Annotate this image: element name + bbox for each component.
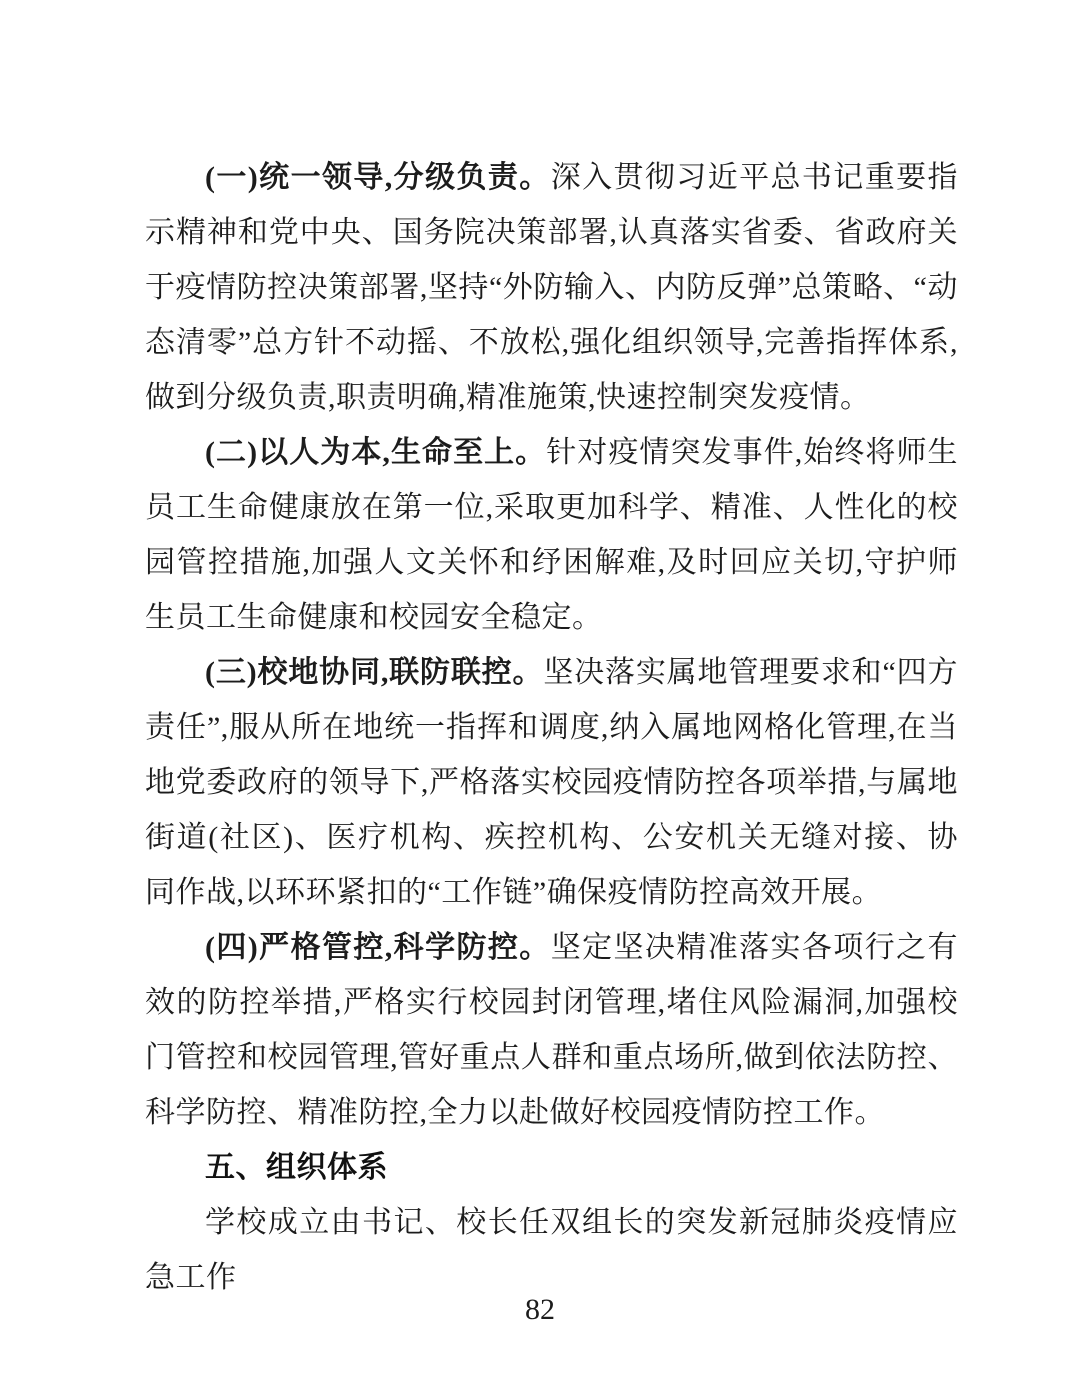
paragraph-4-lead: (四)严格管控,科学防控。 (205, 931, 551, 964)
paragraph-1-body: 深入贯彻习近平总书记重要指示精神和党中央、国务院决策部署,认真落实省委、省政府关于疫情防控决策部署,坚持“外防输入、内防反弹”总策略、“动态清零”总方针不动摇、不放松,强化组织领导,完善指挥体系,做到分级负责,职责明确,精准施策,快速控制突发疫情。 (145, 161, 959, 414)
paragraph-3 (145, 645, 958, 920)
paragraph-2-body: 针对疫情突发事件,始终将师生员工生命健康放在第一位,采取更加科学、精准、人性化的校园管控措施,加强人文关怀和纾困解难,及时回应关切,守护师生员工生命健康和校园安全稳定。 (145, 436, 959, 634)
paragraph-3-lead: (三)校地协同,联防联控。 (205, 656, 544, 689)
paragraph-3-body: 坚决落实属地管理要求和“四方责任”,服从所在地统一指挥和调度,纳入属地网格化管理,在当地党委政府的领导下,严格落实校园疫情防控各项举措,与属地街道(社区)、医疗机构、疾控机构、公安机关无缝对接、协同作战,以环环紧扣的“工作链”确保疫情防控高效开展。 (145, 656, 958, 909)
paragraph-closing: 学校成立由书记、校长任双组长的突发新冠肺炎疫情应急工作 (145, 1206, 958, 1294)
page-number: 82 (525, 1293, 555, 1326)
section-heading: 五、组织体系 (205, 1151, 388, 1184)
paragraph-1-lead: (一)统一领导,分级负责。 (205, 161, 551, 194)
paragraph-4 (145, 920, 958, 1140)
paragraph-2-lead: (二)以人为本,生命至上。 (205, 436, 547, 469)
paragraph-1 (145, 150, 958, 425)
text-block (145, 150, 958, 1305)
paragraph-4-body: 坚定坚决精准落实各项行之有效的防控举措,严格实行校园封闭管理,堵住风险漏洞,加强校门管控和校园管理,管好重点人群和重点场所,做到依法防控、科学防控、精准防控,全力以赴做好校园疫情防控工作。 (145, 931, 959, 1129)
paragraph-2 (145, 425, 958, 645)
